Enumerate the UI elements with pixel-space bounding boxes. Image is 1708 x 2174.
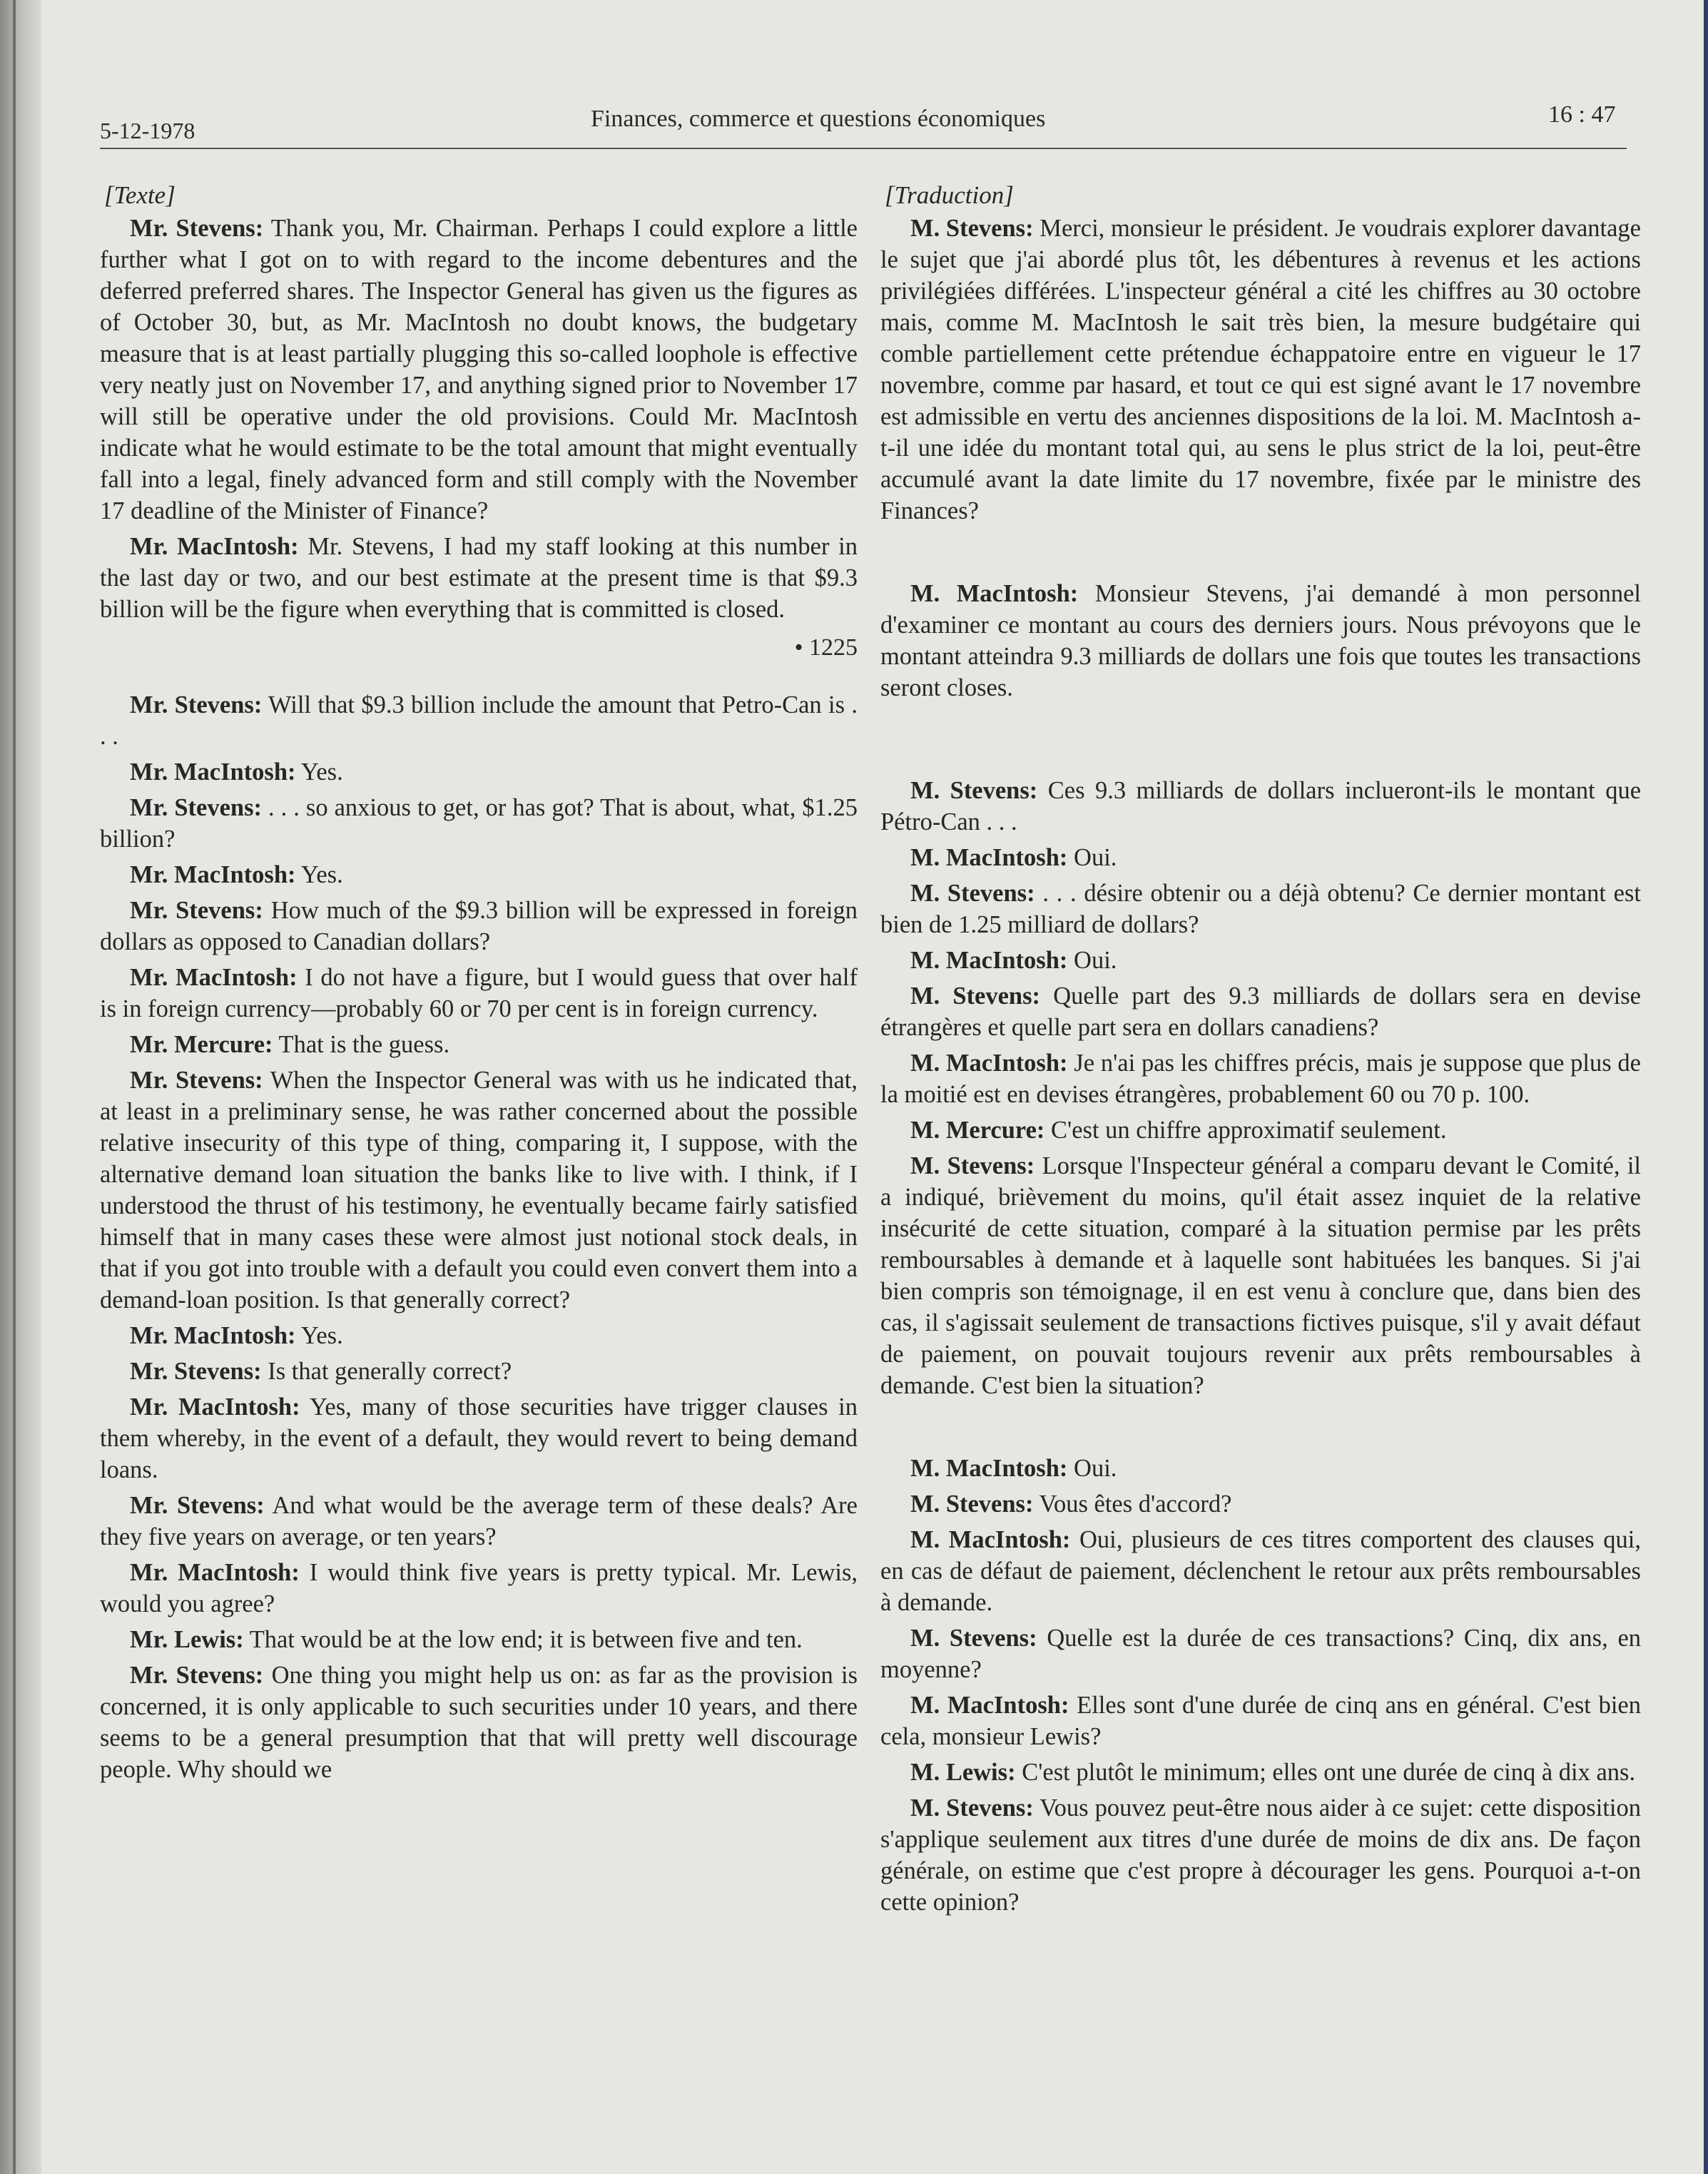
speech-text: How much of the $9.3 billion will be expressed in foreign dollars as opposed to Canadian dollars? — [100, 897, 858, 955]
transcript-paragraph — [100, 895, 858, 958]
french-block-4 — [880, 1453, 1641, 1918]
transcript-paragraph — [880, 1524, 1641, 1618]
french-column — [880, 180, 1641, 1922]
english-column — [100, 180, 858, 1789]
speech-text: Mr. Stevens, I had my staff looking at this number in the last day or two, and our best estimate at the present time is that $9.3 billion will be the figure when everything that is committed is closed. — [100, 533, 858, 623]
spacer — [880, 708, 1641, 775]
speaker-name: Mr. Mercure: — [130, 1031, 273, 1058]
english-block-2 — [100, 689, 858, 1785]
speaker-name: M. Stevens: — [910, 1625, 1037, 1652]
transcript-paragraph — [100, 962, 858, 1025]
speaker-name: M. MacIntosh: — [910, 844, 1068, 871]
speech-text: Oui, plusieurs de ces titres comportent des clauses qui, en cas de défaut de paiement, déclenchent le retour aux prêts remboursables à demande. — [880, 1526, 1641, 1616]
transcript-paragraph — [100, 859, 858, 890]
transcript-paragraph — [880, 775, 1641, 838]
speaker-name: M. Mercure: — [910, 1117, 1045, 1144]
speaker-name: M. Stevens: — [910, 982, 1041, 1010]
header-rule — [100, 148, 1627, 149]
speech-text: Vous pouvez peut-être nous aider à ce sujet: cette disposition s'applique seulement aux titres d'une durée de moins de dix ans. De façon générale, on estime que c'est propre à décourager les gens. Pourquoi a-t-on cette opinion? — [880, 1794, 1641, 1916]
transcript-paragraph — [880, 1792, 1641, 1918]
speech-text: C'est un chiffre approximatif seulement. — [1051, 1117, 1447, 1144]
speech-text: Quelle part des 9.3 milliards de dollars sera en devise étrangères et quelle part sera en dollars canadiens? — [880, 982, 1641, 1041]
transcript-paragraph — [880, 1690, 1641, 1752]
speech-text: . . . so anxious to get, or has got? That is about, what, $1.25 billion? — [100, 794, 858, 853]
speech-text: Monsieur Stevens, j'ai demandé à mon personnel d'examiner ce montant au cours des derniers jours. Nous prévoyons que le montant atteindra 9.3 milliards de dollars une fois que toutes les transactions seront closes. — [880, 580, 1642, 701]
speaker-name: M. Stevens: — [910, 880, 1035, 907]
speaker-name: M. Stevens: — [910, 1152, 1035, 1179]
speech-text: Elles sont d'une durée de cinq ans en général. C'est bien cela, monsieur Lewis? — [880, 1692, 1641, 1750]
header-date: 5-12-1978 — [100, 118, 195, 143]
binding-spine — [0, 0, 41, 2174]
transcript-paragraph — [100, 792, 858, 855]
speaker-name: M. MacIntosh: — [910, 1050, 1068, 1077]
speech-text: Oui. — [1074, 844, 1117, 871]
speaker-name: Mr. MacIntosh: — [130, 964, 298, 991]
transcript-paragraph — [100, 756, 858, 788]
binding-edge-line — [13, 0, 16, 2174]
speaker-name: Mr. MacIntosh: — [130, 533, 299, 560]
speaker-name: Mr. Stevens: — [130, 1662, 264, 1689]
speech-text: That is the guess. — [278, 1031, 450, 1058]
spacer — [880, 531, 1641, 578]
speaker-name: Mr. Stevens: — [130, 1358, 262, 1385]
transcript-paragraph — [100, 1660, 858, 1785]
transcript-paragraph — [880, 1453, 1641, 1484]
speech-text: Will that $9.3 billion include the amount that Petro-Can is . . . — [100, 691, 858, 750]
transcript-paragraph — [880, 578, 1641, 703]
speaker-name: Mr. MacIntosh: — [130, 1322, 296, 1349]
speech-text: Yes. — [300, 861, 343, 888]
speaker-name: M. Stevens: — [910, 215, 1034, 242]
speaker-name: M. MacIntosh: — [910, 1526, 1071, 1553]
transcript-paragraph — [880, 1047, 1641, 1110]
speech-text: Quelle est la durée de ces transactions? Cinq, dix ans, en moyenne? — [880, 1625, 1642, 1683]
speech-text: And what would be the average term of these deals? Are they five years on average, or ten years? — [100, 1492, 858, 1550]
speech-text: Merci, monsieur le président. Je voudrais explorer davantage le sujet que j'ai abordé plus tôt, les débentures à revenus et les actions privilégiées différées. L'inspecteur général a cité les chiffres au 30 octobre mais, comme M. MacIntosh le sait très bien, la mesure budgétaire qui comble partiellement cette prétendue échappatoire entre en vigueur le 17 novembre, comme par hasard, et tout ce qui est signé avant le 17 novembre est admissible en vertu des anciennes dispositions de la loi. M. MacIntosh a-t-il une idée du montant total qui, au sens le plus strict de la loi, peut-être accumulé avant la date limite du 17 novembre, fixée par le ministre des Finances? — [880, 215, 1641, 524]
speaker-name: Mr. Stevens: — [130, 1067, 263, 1094]
speech-text: Oui. — [1074, 1455, 1117, 1482]
transcript-paragraph — [880, 1757, 1641, 1788]
speaker-name: Mr. MacIntosh: — [130, 1559, 300, 1586]
speech-text: When the Inspector General was with us he indicated that, at least in a preliminary sense, he was rather concerned about the possible relative insecurity of this type of thing, comparing it, I suppose, with the alternative demand loan situation the banks like to live with. I think, if I understood the thrust of his testimony, he eventually became fairly satisfied himself that in many cases these were almost just notional stock deals, in that if you got into trouble with a default you could even convert them into a demand-loan position. Is that generally correct? — [100, 1067, 858, 1314]
section-label-traduction: [Traduction] — [885, 181, 1014, 209]
speech-text: Yes. — [300, 1322, 343, 1349]
speech-text: Vous êtes d'accord? — [1039, 1490, 1232, 1518]
transcript-paragraph — [100, 1624, 858, 1655]
transcript-paragraph — [100, 689, 858, 752]
transcript-paragraph — [880, 213, 1641, 527]
french-block-1 — [880, 213, 1641, 527]
speaker-name: Mr. Stevens: — [130, 691, 263, 718]
speech-text: Is that generally correct? — [268, 1358, 512, 1385]
transcript-paragraph — [880, 980, 1641, 1043]
french-block-2 — [880, 578, 1641, 703]
transcript-paragraph — [100, 1490, 858, 1553]
time-marker: • 1225 — [794, 634, 858, 661]
header-page-number: 16 : 47 — [1548, 101, 1616, 128]
speaker-name: Mr. Stevens: — [130, 1492, 265, 1519]
transcript-paragraph — [880, 1622, 1641, 1685]
transcript-paragraph — [100, 1065, 858, 1316]
speaker-name: Mr. Stevens: — [130, 897, 263, 924]
section-label-texte: [Texte] — [104, 181, 176, 209]
transcript-paragraph — [880, 878, 1641, 940]
speech-text: Lorsque l'Inspecteur général a comparu devant le Comité, il a indiqué, brièvement du moins, qu'il était assez inquiet de la relative insécurité de cette situation, comparé à la situation permise par les prêts remboursables à demande et à laquelle sont habituées les banques. Si j'ai bien compris son témoignage, il en est venu à conclure que, dans bien des cas, il s'agissait seulement de transactions fictives puisque, s'il y avait défaut de paiement, on pouvait toujours revenir aux prêts remboursables à demande. C'est bien la situation? — [880, 1152, 1642, 1399]
spacer — [880, 1406, 1641, 1453]
speech-text: Ces 9.3 milliards de dollars inclueront-ils le montant que Pétro-Can . . . — [880, 777, 1642, 835]
speaker-name: M. Stevens: — [910, 777, 1038, 804]
transcript-paragraph — [100, 1320, 858, 1351]
speaker-name: Mr. Stevens: — [130, 794, 262, 821]
speaker-name: Mr. MacIntosh: — [130, 861, 296, 888]
speech-text: Yes. — [300, 758, 343, 786]
transcript-paragraph — [880, 842, 1641, 873]
speaker-name: M. Lewis: — [910, 1759, 1016, 1786]
speaker-name: Mr. MacIntosh: — [130, 758, 296, 786]
speaker-name: M. MacIntosh: — [910, 580, 1079, 607]
transcript-paragraph — [100, 1029, 858, 1060]
french-block-3 — [880, 775, 1641, 1401]
speaker-name: M. MacIntosh: — [910, 947, 1068, 974]
transcript-paragraph — [880, 1150, 1641, 1401]
speech-text: . . . désire obtenir ou a déjà obtenu? Ce dernier montant est bien de 1.25 milliard de dollars? — [880, 880, 1641, 938]
page-right-edge — [1704, 0, 1708, 2174]
speaker-name: Mr. Lewis: — [130, 1626, 244, 1653]
speaker-name: M. Stevens: — [910, 1794, 1034, 1822]
transcript-paragraph — [100, 1557, 858, 1620]
transcript-paragraph — [880, 1114, 1641, 1146]
speaker-name: M. MacIntosh: — [910, 1455, 1068, 1482]
speaker-name: Mr. MacIntosh: — [130, 1393, 300, 1421]
speech-text: Oui. — [1074, 947, 1117, 974]
speech-text: Thank you, Mr. Chairman. Perhaps I could explore a little further what I got on to with regard to the income debentures and the deferred preferred shares. The Inspector General has given us the figures as of October 30, but, as Mr. MacIntosh no doubt knows, the budgetary measure that is at least partially plugging this so-called loophole is effective very neatly just on November 17, and anything signed prior to November 17 will still be operative under the old provisions. Could Mr. MacIntosh indicate what he would estimate to be the total amount that might eventually fall into a legal, finely advanced form and still comply with the November 17 deadline of the Minister of Finance? — [100, 215, 858, 524]
transcript-paragraph — [100, 1391, 858, 1485]
speech-text: Yes, many of those securities have trigger clauses in them whereby, in the event of a default, they would revert to being demand loans. — [100, 1393, 858, 1483]
speech-text: C'est plutôt le minimum; elles ont une durée de cinq à dix ans. — [1022, 1759, 1636, 1786]
header-title: Finances, commerce et questions économiques — [591, 106, 1046, 132]
speech-text: I would think five years is pretty typical. Mr. Lewis, would you agree? — [100, 1559, 858, 1617]
transcript-paragraph — [100, 531, 858, 625]
transcript-paragraph — [880, 1488, 1641, 1520]
english-block-1 — [100, 213, 858, 625]
speaker-name: M. Stevens: — [910, 1490, 1034, 1518]
speech-text: One thing you might help us on: as far as the provision is concerned, it is only applicable to such securities under 10 years, and there seems to be a general presumption that that will pretty well discourage people. Why should we — [100, 1662, 858, 1783]
speech-text: That would be at the low end; it is between five and ten. — [249, 1626, 803, 1653]
transcript-paragraph — [100, 1356, 858, 1387]
speech-text: Je n'ai pas les chiffres précis, mais je suppose que plus de la moitié est en devises étrangères, probablement 60 ou 70 p. 100. — [880, 1050, 1641, 1108]
speech-text: I do not have a figure, but I would guess that over half is in foreign currency—probably 60 or 70 per cent is in foreign currency. — [100, 964, 858, 1022]
transcript-paragraph — [100, 213, 858, 527]
transcript-paragraph — [880, 945, 1641, 976]
speaker-name: Mr. Stevens: — [130, 215, 264, 242]
speaker-name: M. MacIntosh: — [910, 1692, 1069, 1719]
